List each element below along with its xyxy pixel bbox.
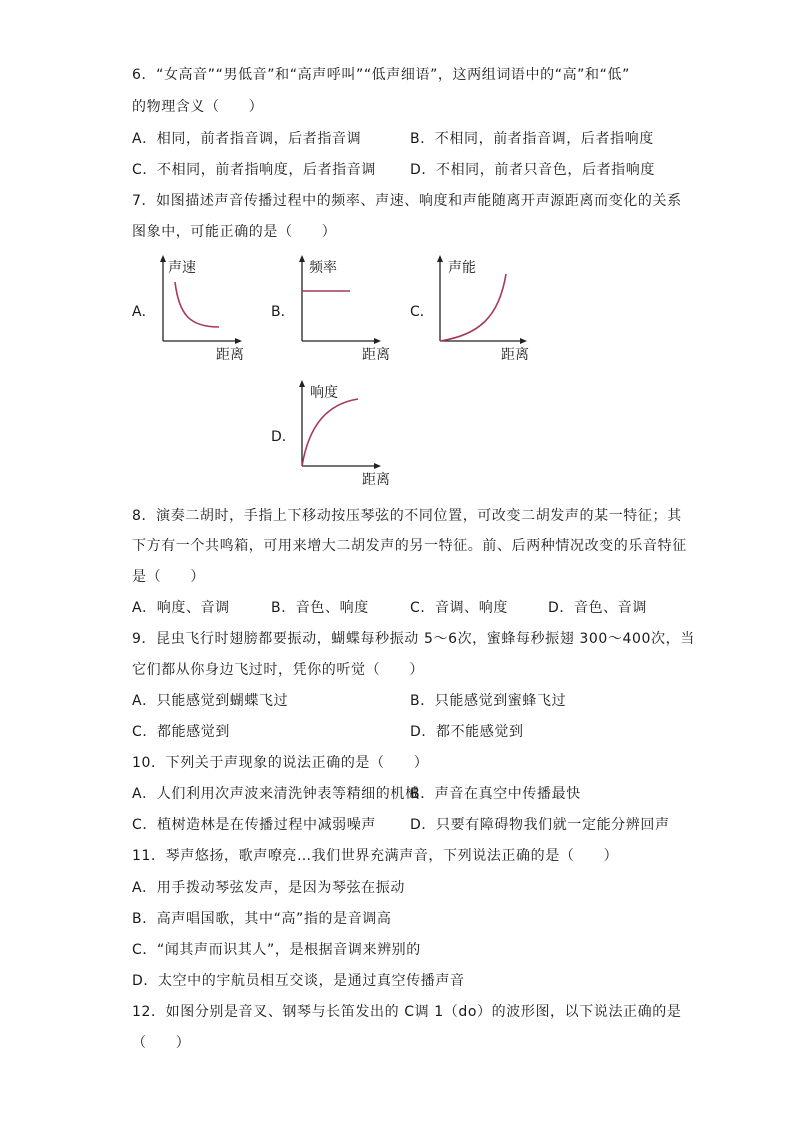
q6-option-c: C．不相同，前者指响度，后者指音调 <box>132 162 376 178</box>
q9-stem-line1: 9．昆虫飞行时翅膀都要振动，蝴蝶每秒振动 5～6次，蜜蜂每秒振翅 300～400次，当 <box>132 631 695 647</box>
q8-option-b: B．音色、响度 <box>271 600 369 616</box>
q7-graph-c-plot <box>427 255 547 365</box>
q7-stem-line1: 7．如图描述声音传播过程中的频率、声速、响度和声能随离开声源距离而变化的关系 <box>132 193 682 209</box>
q7-graph-b-xlabel: 距离 <box>362 347 390 363</box>
q7-graph-c-y-arrow <box>437 255 443 262</box>
q10-option-a: A．人们利用次声波来清洗钟表等精细的机械 <box>132 786 420 802</box>
q12-stem-line2: （ ） <box>132 1035 191 1051</box>
q7-graph-b <box>289 255 399 365</box>
q7-graph-b-ylabel: 频率 <box>309 260 337 276</box>
q10-option-c: C．植树造林是在传播过程中减弱噪声 <box>132 817 376 833</box>
q8-option-d: D．音色、音调 <box>548 600 647 616</box>
q7-graph-a-ylabel: 声速 <box>168 260 196 276</box>
q7-graph-d-letter: D． <box>271 429 296 445</box>
q8-stem-line3: 是（ ） <box>132 569 205 585</box>
q9-option-c: C．都能感觉到 <box>132 724 230 740</box>
q7-graph-c-xlabel: 距离 <box>501 347 529 363</box>
q7-graph-a-letter: A． <box>132 304 156 320</box>
q11-option-b: B．高声唱国歌，其中“高”指的是音调高 <box>132 911 392 927</box>
q7-graph-d-curve <box>302 399 358 466</box>
q12-stem-line1: 12．如图分别是音叉、钢琴与长笛发出的 C调 1（do）的波形图，以下说法正确的是 <box>132 1004 682 1020</box>
q7-graph-b-letter: B． <box>271 304 295 320</box>
q7-graph-d-ylabel: 响度 <box>310 385 338 401</box>
q7-graph-c-curve <box>440 274 506 341</box>
q7-graph-c <box>427 255 547 365</box>
q7-graph-b-y-arrow <box>299 255 305 262</box>
q8-option-a: A．响度、音调 <box>132 600 230 616</box>
q7-graph-c-ylabel: 声能 <box>448 260 476 276</box>
q9-option-a: A．只能感觉到蝴蝶飞过 <box>132 693 289 709</box>
q7-graph-d-y-arrow <box>299 380 305 387</box>
q11-option-d: D．太空中的宇航员相互交谈，是通过真空传播声音 <box>132 973 465 989</box>
q11-option-c: C．“闻其声而识其人”，是根据音调来辨别的 <box>132 942 421 958</box>
q11-stem: 11．琴声悠扬，歌声嘹亮…我们世界充满声音，下列说法正确的是（ ） <box>132 848 619 864</box>
q6-option-d: D．不相同，前者只音色，后者指响度 <box>410 162 655 178</box>
q7-graph-a-xlabel: 距离 <box>216 347 244 363</box>
q6-option-b: B．不相同，前者指音调，后者指响度 <box>410 131 654 147</box>
q9-stem-line2: 它们都从你身边飞过时，凭你的听觉（ ） <box>132 662 424 678</box>
q7-graph-c-letter: C． <box>410 304 434 320</box>
q8-stem-line2: 下方有一个共鸣箱，可用来增大二胡发声的另一特征。前、后两种情况改变的乐音特征 <box>132 538 687 554</box>
q8-option-c: C．音调、响度 <box>410 600 508 616</box>
q10-option-d: D．只要有障碍物我们就一定能分辨回声 <box>410 817 670 833</box>
q6-stem-line2: 的物理含义（ ） <box>132 99 264 115</box>
q11-option-a: A．用手拨动琴弦发声，是因为琴弦在振动 <box>132 880 405 896</box>
q6-option-a: A．相同，前者指音调，后者指音调 <box>132 131 362 147</box>
q10-option-b: B．声音在真空中传播最快 <box>410 786 581 802</box>
q7-graph-d <box>289 380 399 490</box>
q8-stem-line1: 8．演奏二胡时，手指上下移动按压琴弦的不同位置，可改变二胡发声的某一特征；其 <box>132 508 682 524</box>
q7-stem-line2: 图象中，可能正确的是（ ） <box>132 224 337 240</box>
q7-graph-a-y-arrow <box>160 255 166 262</box>
q7-graph-a <box>150 255 260 365</box>
q7-graph-d-xlabel: 距离 <box>362 472 390 488</box>
q10-stem: 10．下列关于声现象的说法正确的是（ ） <box>132 755 429 771</box>
q9-option-b: B．只能感觉到蜜蜂飞过 <box>410 693 567 709</box>
q6-stem-line1: 6．“女高音”“男低音”和“高声呼叫”“低声细语”，这两组词语中的“高”和“低” <box>132 67 630 83</box>
q7-graph-a-curve <box>175 282 219 327</box>
q9-option-d: D．都不能感觉到 <box>410 724 524 740</box>
